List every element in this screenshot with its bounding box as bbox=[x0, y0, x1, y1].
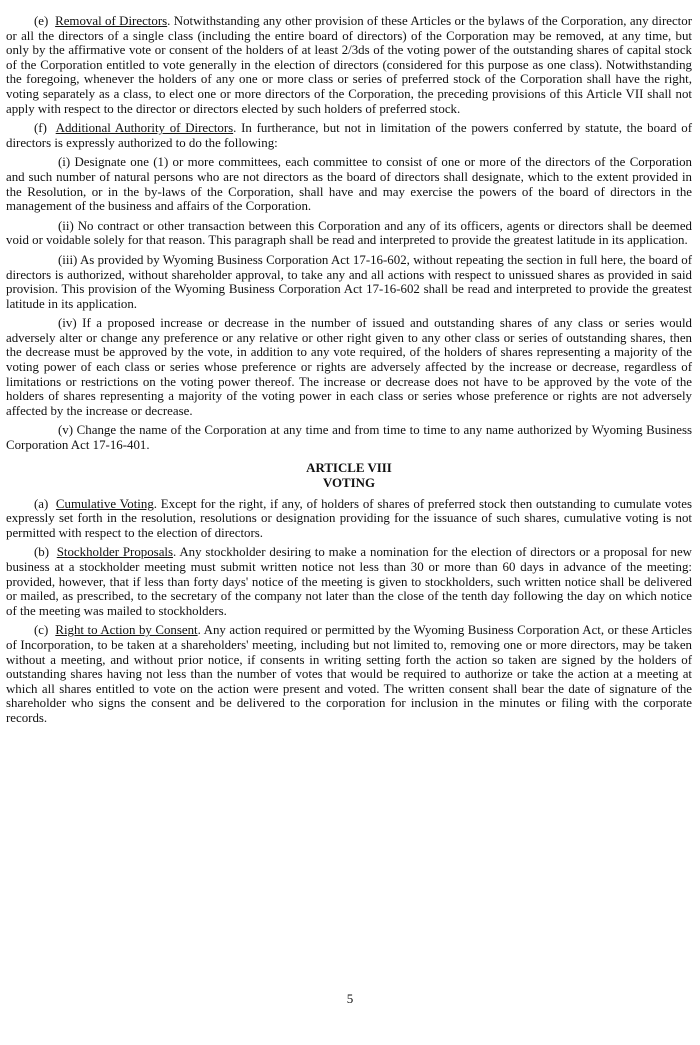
section-heading: Additional Authority of Directors bbox=[55, 121, 234, 136]
section-f-additional-authority bbox=[6, 121, 692, 150]
section-label: (a) bbox=[34, 496, 49, 511]
section-label: (f) bbox=[34, 121, 47, 136]
article-heading: ARTICLE VIII bbox=[306, 460, 392, 475]
section-label: (b) bbox=[34, 545, 50, 560]
item-iii: (iii) As provided by Wyoming Business Corporation Act 17-16-602, without repeating the section in full here, the board of directors is authorized, without shareholder approval, to take any and all actions with respect to unissued shares as provided in said provision. This provision of the Wyoming Business Corporation Act 17-16-602 shall be read and interpreted to provide the greatest latitude in its application. bbox=[6, 252, 692, 311]
section-b-stockholder-proposals bbox=[6, 545, 692, 618]
section-heading: Right to Action by Consent bbox=[55, 623, 198, 638]
section-c-right-to-action bbox=[6, 623, 692, 725]
section-heading: Removal of Directors bbox=[55, 14, 168, 28]
section-label: (c) bbox=[34, 623, 49, 638]
article-subheading: VOTING bbox=[322, 475, 376, 490]
item-iv: (iv) If a proposed increase or decrease in the number of issued and outstanding shares of any class or series would adversely alter or change any preference or any relative or other right given to any other class or series of outstanding shares, then the decrease must be approved by the vote, in addition to any vote required, of the holders of shares representing a majority of the voting power of each class or series whose preference or rights are adversely affected by the increase or decrease, regardless of limitations or restrictions on the voting power thereof. The increase or decrease does not have to be approved by the vote of the holders of shares representing a majority of the voting power in each class or series whose preference or rights are not adversely affected by the increase or decrease. bbox=[6, 316, 692, 418]
item-i: (i) Designate one (1) or more committees, each committee to consist of one or more of the directors of the Corporation and such number of natural persons who are not directors as the board of directors shall designate, which to the extent provided in the Resolution, or in the by-laws of the Corporation, shall have and may exercise the powers of the board of directors in the management of the business and affairs of the Corporation. bbox=[6, 155, 692, 214]
item-v: (v) Change the name of the Corporation at any time and from time to time to any name authorized by Wyoming Business Corporation Act 17-16-401. bbox=[6, 423, 692, 453]
section-label: (e) bbox=[34, 14, 49, 28]
section-text: . In furtherance, but not in limitation of the powers conferred by statute, the board of directors is expressly authorized to do the following: bbox=[6, 121, 693, 150]
section-e-removal-of-directors bbox=[6, 14, 692, 116]
page-number: 5 bbox=[346, 991, 354, 1006]
section-text: . Any stockholder desiring to make a nomination for the election of directors or a proposal for new business at a stockholder meeting must submit written notice not less than 30 or more than 60 days in advance of the meeting: provided, however, that if less than forty days' notice of the meeting is given to stockholders, such written notice shall be delivered or mailed, as prescribed, to the secretary of the company not later than the close of the tenth day following the day on which notice of the meeting was mailed to stockholders. bbox=[6, 545, 692, 618]
section-heading: Cumulative Voting bbox=[55, 496, 154, 511]
section-heading: Stockholder Proposals bbox=[56, 545, 174, 560]
section-text: . Except for the right, if any, of holders of shares of preferred stock then outstanding to cumulate votes expressly set forth in the resolution, resolutions or designation providing for the issuance of such shares, cumulative voting is not permitted with respect to the election of directors. bbox=[6, 496, 692, 540]
item-ii: (ii) No contract or other transaction between this Corporation and any of its officers, agents or directors shall be deemed void or voidable solely for that reason. This paragraph shall be read and interpreted to provide the greatest latitude in its application. bbox=[6, 218, 692, 248]
section-a-cumulative-voting bbox=[6, 497, 692, 541]
section-text: . Any action required or permitted by the Wyoming Business Corporation Act, or these Articles of Incorporation, to be taken at a shareholders' meeting, including but not limited to, removing one or more directors, may be taken without a meeting, and without prior notice, if consents in writing setting forth the action so taken are signed by the holders of outstanding shares having not less than the number of votes that would be required to authorize or take the action at a meeting at which all shares entitled to vote on the action were present and voted. The written consent shall bear the date of signature of the shareholder who signs the consent and be delivered to the corporation for inclusion in the minutes or filing with the corporate records. bbox=[6, 623, 692, 725]
section-text: . Notwithstanding any other provision of these Articles or the bylaws of the Corporation, any director or all the directors of a single class (including the entire board of directors) of the Corporation may be removed, at any time, but only by the affirmative vote or consent of the holders of at least 2/3ds of the voting power of the outstanding shares of capital stock of the Corporation entitled to vote generally in the election of directors (considered for this purpose as one class). Notwithstanding the foregoing, whenever the holders of any one or more class or series of preferred stock of the Corporation shall have the right, voting separately as a class, to elect one or more directors of the Corporation, the preceding provisions of this Article VII shall not apply with respect to the director or directors elected by such holders of preferred stock. bbox=[6, 14, 692, 116]
